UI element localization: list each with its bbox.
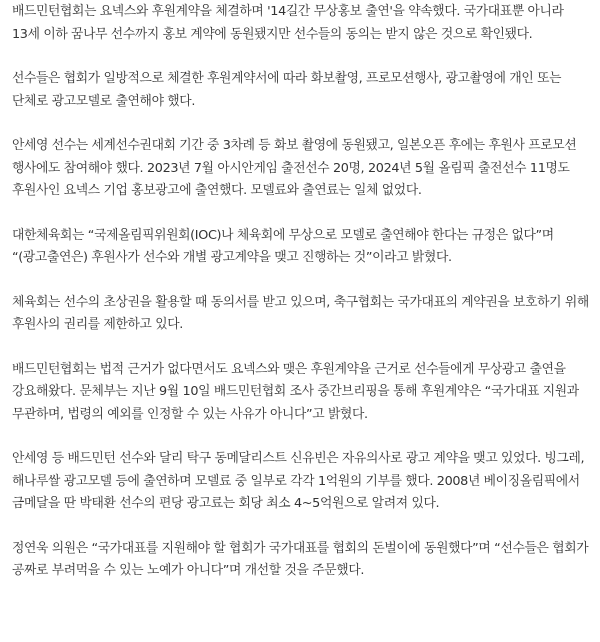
article-paragraph-2: 선수들은 협회가 일방적으로 체결한 후원계약서에 따라 화보촬영, 프로모션행사, 광고촬영에 개인 또는 단체로 광고모델로 출연해야 했다. (12, 71, 562, 109)
article-body (0, 1, 600, 583)
article-paragraph-5: 체육회는 선수의 초상권을 활용할 때 동의서를 받고 있으며, 축구협회는 국가대표의 계약권을 보호하기 위해 후원사의 권리를 제한하고 있다. (12, 294, 589, 332)
article-paragraph-1: 배드민턴협회는 요넥스와 후원계약을 체결하며 '14길간 무상홍보 출연'을 약속했다. 국가대표뿐 아니라 13세 이하 꿈나무 선수까지 홍보 계약에 동원됐지만 선수들의 동의는 받지 않은 것으로 확인됐다. (12, 4, 564, 42)
article-paragraph-7: 안세영 등 배드민턴 선수와 달리 탁구 동메달리스트 신유빈은 자유의사로 광고 계약을 맺고 있었다. 빙그레, 해나루쌀 광고모델 등에 출연하며 모델료 중 일부로 각각 1억원의 기부를 했다. 2008년 베이징올림픽에서 금메달을 딴 박태환 선수의 편당 광고료는 회당 최소 4~5억원으로 알려져 있다. (12, 451, 585, 511)
article-paragraph-8: 정연욱 의원은 “국가대표를 지원해야 할 협회가 국가대표를 협회의 돈벌이에 동원했다”며 “선수들은 협회가 공짜로 부려먹을 수 있는 노예가 아니다”며 개선할 것을 주문했다. (12, 540, 589, 578)
article-paragraph-3: 안세영 선수는 세계선수권대회 기간 중 3차례 등 화보 촬영에 동원됐고, 일본오픈 후에는 후원사 프로모션 행사에도 참여해야 했다. 2023년 7월 아시안게임 출전선수 20명, 2024년 5월 올림픽 출전선수 11명도 후원사인 요넥스 기업 홍보광고에 출연했다. 모델료와 출연료는 일체 없었다. (12, 138, 577, 198)
article-paragraph-4: 대한체육회는 “국제올림픽위원회(IOC)나 체육회에 무상으로 모델로 출연해야 한다는 규정은 없다”며 “(광고출연은) 후원사가 선수와 개별 광고계약을 맺고 진행하는 것”이라고 밝혔다. (12, 227, 554, 265)
article-paragraph-6: 배드민턴협회는 법적 근거가 없다면서도 요넥스와 맺은 후원계약을 근거로 선수들에게 무상광고 출연을 강요해왔다. 문체부는 지난 9월 10일 배드민턴협회 조사 중간브리핑을 통해 후원계약은 “국가대표 지원과 무관하며, 법령의 예외를 인정할 수 있는 사유가 아니다”고 밝혔다. (12, 361, 579, 422)
